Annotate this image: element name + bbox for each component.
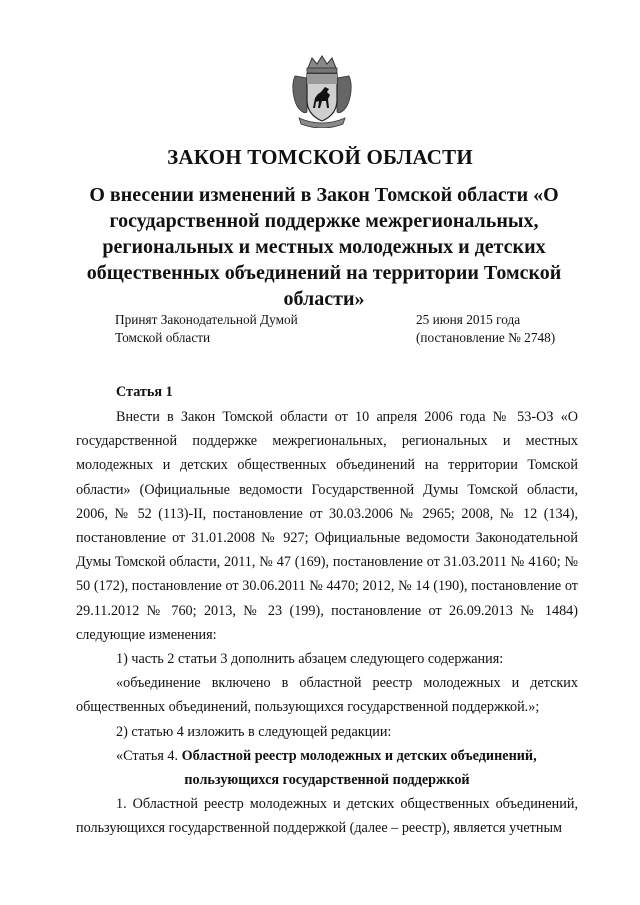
adoption-date-block xyxy=(416,311,606,347)
article-4-title-b: пользующихся государственной поддержкой xyxy=(184,772,470,789)
article-4-heading xyxy=(76,744,578,768)
document-type: ЗАКОН ТОМСКОЙ ОБЛАСТИ xyxy=(167,145,473,169)
resolution-number: (постановление № 2748) xyxy=(416,330,556,345)
article-intro: Внести в Закон Томской области от 10 апреля 2006 года № 53-ОЗ «О государственной поддержке межрегиональных, региональных и местных молодежных и детских общественных объединений на территории Томской области» (Официальные ведомости Государственной Думы Томской области, 2006, № 52 (113)-II, постановление от 30.03.2006 № 2965; 2008, № 12 (134), постановление от 31.01.2008 № 927; Официальные ведомости Законодательной Думы Томской области, 2011, № 47 (169), постановление от 31.03.2011 № 4160; № 50 (172), постановление от 30.06.2011 № 4470; 2012, № 14 (190), постановление от 29.11.2012 № 760; 2013, № 23 (199), постановление от 26.09.2013 № 1484) следующие изменения: xyxy=(76,409,578,643)
article-body xyxy=(76,405,578,841)
adopted-by-line2: Томской области xyxy=(115,330,211,345)
article-4-paragraph-1: 1. Областной реестр молодежных и детских общественных объединений, пользующихся государственной поддержкой (далее – реестр), является учетным xyxy=(76,796,578,837)
adoption-date: 25 июня 2015 года xyxy=(416,312,521,327)
amendment-item-2: 2) статью 4 изложить в следующей редакции: xyxy=(116,723,392,740)
article-4-title-a: Областной реестр молодежных и детских объединений, xyxy=(181,747,537,764)
article-heading: Статья 1 xyxy=(116,384,173,400)
amendment-item-1: 1) часть 2 статьи 3 дополнить абзацем следующего содержания: xyxy=(116,651,504,668)
coat-of-arms-icon xyxy=(291,54,353,128)
article-4-prefix: «Статья 4. xyxy=(116,747,179,764)
adopted-by-line1: Принят Законодательной Думой xyxy=(115,312,298,327)
adopted-by xyxy=(115,311,345,347)
document-title: О внесении изменений в Закон Томской области «О государственной поддержке межрегиональных, региональных и местных молодежных и детских общественных объединений на территории Томской области» xyxy=(86,184,562,310)
amendment-item-1-text: «объединение включено в областной реестр молодежных и детских общественных объединений, пользующихся государственной поддержкой.»; xyxy=(76,675,578,716)
